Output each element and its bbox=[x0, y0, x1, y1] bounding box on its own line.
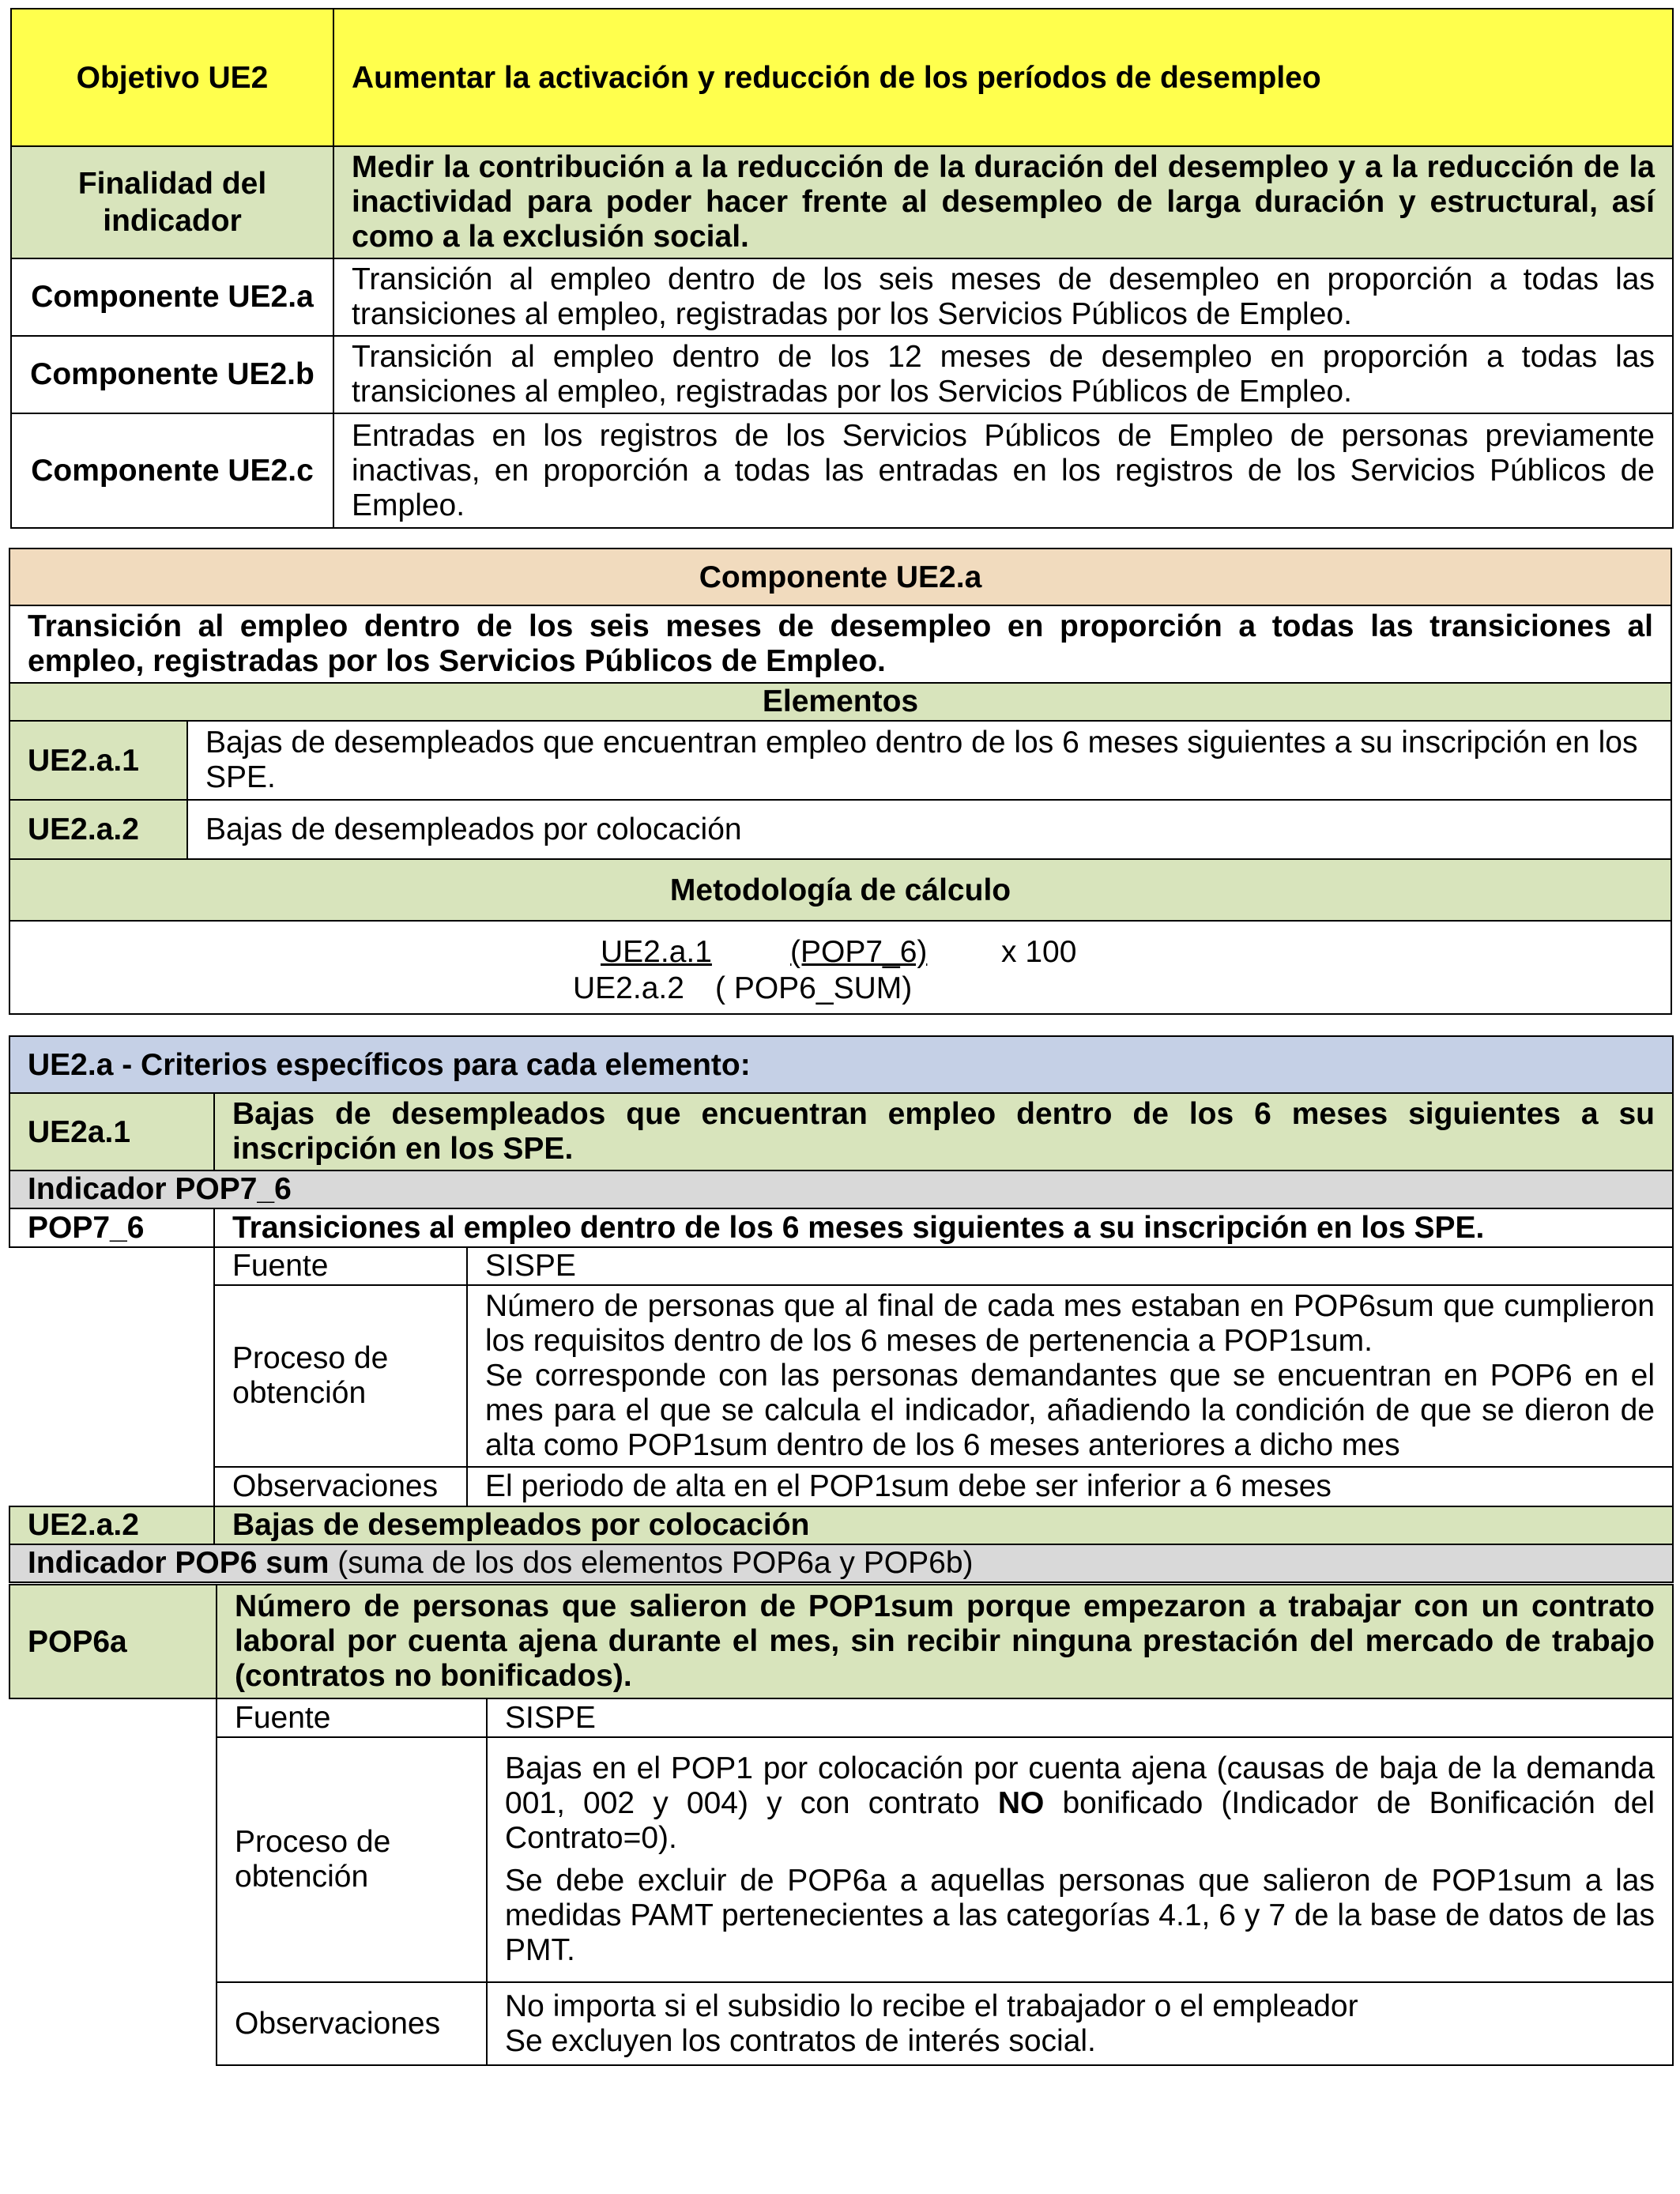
element-1-code: UE2a.1 bbox=[9, 1093, 214, 1171]
indicator-pop6-sum bbox=[9, 1544, 1673, 1582]
observaciones-line: Se excluyen los contratos de interés social. bbox=[505, 2023, 1096, 2058]
finalidad-label: Finalidad del indicador bbox=[11, 146, 333, 258]
formula-denominator: UE2.a.2 bbox=[573, 971, 684, 1005]
component-description: Transición al empleo dentro de los seis meses de desempleo en proporción a todas las transiciones al empleo, registradas por los Servicios Públicos de Empleo. bbox=[9, 605, 1671, 683]
element-1-text: Bajas de desempleados que encuentran empleo dentro de los 6 meses siguientes a su inscripción en los SPE. bbox=[214, 1093, 1673, 1171]
proceso-label: Proceso de obtención bbox=[214, 1285, 467, 1467]
proceso-text bbox=[467, 1285, 1673, 1467]
proceso-paragraph bbox=[505, 1751, 1655, 1856]
element-2-text: Bajas de desempleados por colocación bbox=[214, 1506, 1673, 1544]
pop6a-code: POP6a bbox=[9, 1585, 217, 1698]
observaciones-label: Observaciones bbox=[214, 1467, 467, 1506]
criteria-table bbox=[9, 1035, 1674, 1583]
componente-c-label: Componente UE2.c bbox=[11, 413, 333, 528]
fuente-value: SISPE bbox=[487, 1698, 1673, 1737]
formula bbox=[10, 922, 1671, 1012]
formula-multiplier: x 100 bbox=[1001, 935, 1077, 969]
proceso-paragraph: Se corresponde con las personas demandantes que se encuentran en POP6 en el mes para el que se calcula el indicador, añadiendo la condición de que se dieron de alta como POP1sum dentro de los 6 meses anteriores a dicho mes bbox=[485, 1359, 1655, 1462]
element-text: Bajas de desempleados que encuentran empleo dentro de los 6 meses siguientes a su inscripción en los SPE. bbox=[187, 721, 1671, 800]
proceso-text-part: bonificado (Indicador de Bonificación del Contrato=0). bbox=[505, 1786, 1656, 1855]
componente-b-label: Componente UE2.b bbox=[11, 336, 333, 413]
observaciones-line: No importa si el subsidio lo recibe el trabajador o el empleador bbox=[505, 1989, 1358, 2023]
proceso-paragraph: Se debe excluir de POP6a a aquellas personas que salieron de POP1sum a las medidas PAMT pertenecientes a las categorías 4.1, 6 y 7 de la base de datos de las PMT. bbox=[505, 1864, 1655, 1967]
element-text: Bajas de desempleados por colocación bbox=[187, 800, 1671, 859]
finalidad-text: Medir la contribución a la reducción de la duración del desempleo y a la reducción de la inactividad para poder hacer frente al desempleo de larga duración y estructural, así como a la exclusión social. bbox=[333, 146, 1673, 258]
blank-cell bbox=[9, 1247, 214, 1285]
blank-cell bbox=[9, 1285, 214, 1467]
element-2-code: UE2.a.2 bbox=[9, 1506, 214, 1544]
proceso-text bbox=[487, 1737, 1673, 1982]
indicator-pop7-6-label: Indicador POP7_6 bbox=[9, 1171, 1673, 1208]
observaciones-value: El periodo de alta en el POP1sum debe ser inferior a 6 meses bbox=[467, 1467, 1673, 1506]
pop7-6-code: POP7_6 bbox=[9, 1208, 214, 1247]
pop6a-text: Número de personas que salieron de POP1sum porque empezaron a trabajar con un contrato laboral por cuenta ajena durante el mes, sin recibir ninguna prestación del mercado de trabajo (contratos no bonificados). bbox=[217, 1585, 1673, 1698]
indicator-pop6-sum-label: Indicador POP6 sum bbox=[28, 1546, 330, 1580]
observaciones-value bbox=[487, 1982, 1673, 2065]
criteria-header: UE2.a - Criterios específicos para cada elemento: bbox=[9, 1036, 1673, 1093]
fuente-value: SISPE bbox=[467, 1247, 1673, 1285]
proceso-label: Proceso de obtención bbox=[217, 1737, 487, 1982]
blank-cell bbox=[9, 1737, 217, 1982]
objetivo-text: Aumentar la activación y reducción de los períodos de desempleo bbox=[333, 9, 1673, 146]
pop7-6-text: Transiciones al empleo dentro de los 6 meses siguientes a su inscripción en los SPE. bbox=[214, 1208, 1673, 1247]
observaciones-label: Observaciones bbox=[217, 1982, 487, 2065]
element-code: UE2.a.2 bbox=[9, 800, 187, 859]
proceso-text-bold: NO bbox=[997, 1786, 1045, 1820]
proceso-paragraph: Número de personas que al final de cada mes estaban en POP6sum que cumplieron los requisitos dentro de los 6 meses de pertenencia a POP1sum. bbox=[485, 1289, 1655, 1358]
elementos-header: Elementos bbox=[9, 683, 1671, 721]
blank-cell bbox=[9, 1698, 217, 1737]
indicator-pop6-sum-suffix: (suma de los dos elementos POP6a y POP6b) bbox=[329, 1546, 974, 1580]
objective-table bbox=[10, 8, 1674, 529]
blank-cell bbox=[9, 1467, 214, 1506]
formula-numerator: UE2.a.1 bbox=[601, 935, 712, 969]
componente-b-text: Transición al empleo dentro de los 12 meses de desempleo en proporción a todas las transiciones al empleo, registradas por los Servicios Públicos de Empleo. bbox=[333, 336, 1673, 413]
componente-c-text: Entradas en los registros de los Servicios Públicos de Empleo de personas previamente inactivas, en proporción a todas las entradas en los registros de los Servicios Públicos de Empleo. bbox=[333, 413, 1673, 528]
metodologia-header: Metodología de cálculo bbox=[9, 859, 1671, 921]
component-ue2a-table bbox=[9, 548, 1672, 1015]
objetivo-label: Objetivo UE2 bbox=[11, 9, 333, 146]
element-code: UE2.a.1 bbox=[9, 721, 187, 800]
formula-denominator-indicator: ( POP6_SUM) bbox=[715, 971, 913, 1005]
formula-cell bbox=[9, 921, 1671, 1014]
formula-numerator-indicator: (POP7_6) bbox=[790, 935, 928, 969]
proceso-text-part: Bajas en el POP1 por colocación por cuenta ajena (causas de baja de la demanda 001, 002 y 004) y con contrato bbox=[505, 1751, 1655, 1820]
component-header: Componente UE2.a bbox=[9, 548, 1671, 605]
fuente-label: Fuente bbox=[214, 1247, 467, 1285]
fuente-label: Fuente bbox=[217, 1698, 487, 1737]
componente-a-text: Transición al empleo dentro de los seis meses de desempleo en proporción a todas las transiciones al empleo, registradas por los Servicios Públicos de Empleo. bbox=[333, 258, 1673, 336]
blank-cell bbox=[9, 1982, 217, 2065]
componente-a-label: Componente UE2.a bbox=[11, 258, 333, 336]
pop6a-table bbox=[9, 1584, 1674, 2066]
